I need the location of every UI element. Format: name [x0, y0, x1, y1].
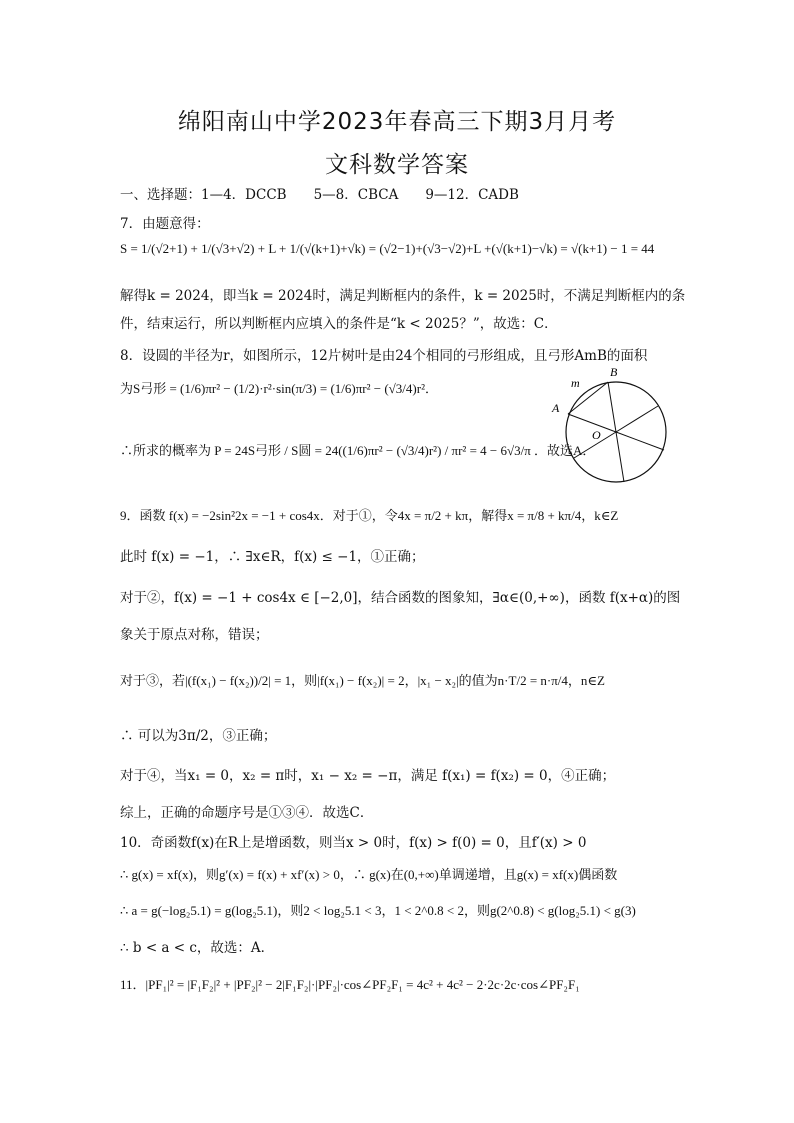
- document-subtitle: 文科数学答案: [325, 152, 469, 178]
- q9-line-8: 综上，正确的命题序号是①③④．故选C．: [120, 805, 374, 821]
- q10-line-3: ∴ a = g(−log₂5.1) = g(log₂5.1)，则2 < log₂5.1 < 3，1 < 2^0.8 < 2，则g(2^0.8) < g(log₂5.1) < g(3): [120, 903, 636, 918]
- q10-line-2: ∴ g(x) = xf(x)，则g′(x) = f(x) + xf′(x) > 0，∴ g(x)在(0,+∞)单调递增，且g(x) = xf(x)偶函数: [120, 867, 618, 882]
- q8-line-2: 为S弓形 = (1/6)πr² − (1/2)·r²·sin(π/3) = (1/6)πr² − (√3/4)r²．: [120, 381, 438, 396]
- choice-answers: 一、选择题：1—4．DCCB 5—8．CBCA 9—12．CADB: [120, 187, 519, 203]
- q9-line-1: 9．函数 f(x) = −2sin²2x = −1 + cos4x．对于①，令4x = π/2 + kπ，解得x = π/8 + kπ/4，k∈Z: [120, 508, 619, 523]
- label-o: O: [592, 428, 601, 442]
- q7-formula: S = 1/(√2+1) + 1/(√3+√2) + L + 1/(√(k+1)+√k) = (√2−1)+(√3−√2)+L +(√(k+1)−√k) = √(k+1) − 1 = 44: [120, 241, 655, 256]
- document-title: 绵阳南山中学2023年春高三下期3月月考: [177, 109, 617, 135]
- q7-line-1: 解得k = 2024，即当k = 2024时，满足判断框内的条件，k = 2025时，不满足判断框内的条: [120, 288, 686, 304]
- circle-diagram: [552, 362, 676, 477]
- q10-line-4: ∴ b < a < c，故选：A．: [120, 940, 275, 956]
- label-b: B: [610, 365, 618, 379]
- q7-heading: 7．由题意得：: [120, 216, 210, 232]
- q9-line-4: 象关于原点对称，错误；: [120, 627, 269, 643]
- q10-line-1: 10．奇函数f(x)在R上是增函数，则当x > 0时，f(x) > f(0) = 0，且f′(x) > 0: [120, 835, 587, 851]
- q9-line-6: ∴ 可以为3π/2，③正确；: [120, 728, 277, 744]
- q9-line-3: 对于②，f(x) = −1 + cos4x ∈ [−2,0]，结合函数的图象知，∃α∈(0,+∞)，函数 f(x+α)的图: [120, 590, 681, 606]
- q11-line-1: 11．|PF₁|² = |F₁F₂|² + |PF₂|² − 2|F₁F₂|·|PF₂|·cos∠PF₂F₁ = 4c² + 4c² − 2·2c·2c·cos∠PF₂F₁: [120, 977, 580, 992]
- q8-line-1: 8．设圆的半径为r，如图所示，12片树叶是由24个相同的弓形组成，且弓形AmB的面积: [120, 348, 648, 364]
- label-m: m: [571, 376, 580, 390]
- q7-line-2: 件，结束运行，所以判断框内应填入的条件是“k < 2025？”，故选：C．: [120, 316, 558, 332]
- q9-line-7: 对于④，当x₁ = 0，x₂ = π时，x₁ − x₂ = −π，满足 f(x₁) = f(x₂) = 0，④正确；: [120, 768, 616, 784]
- q9-line-5: 对于③，若|(f(x₁) − f(x₂))/2| = 1，则|f(x₁) − f(x₂)| = 2，|x₁ − x₂|的值为n·T/2 = n·π/4，n∈Z: [120, 673, 605, 688]
- q8-line-3: ∴所求的概率为 P = 24S弓形 / S圆 = 24((1/6)πr² − (√3/4)r²) / πr² = 4 − 6√3/π ．故选A．: [120, 443, 596, 458]
- q9-line-2: 此时 f(x) = −1，∴ ∃x∈R，f(x) ≤ −1，①正确；: [120, 549, 425, 565]
- label-a: A: [552, 401, 560, 415]
